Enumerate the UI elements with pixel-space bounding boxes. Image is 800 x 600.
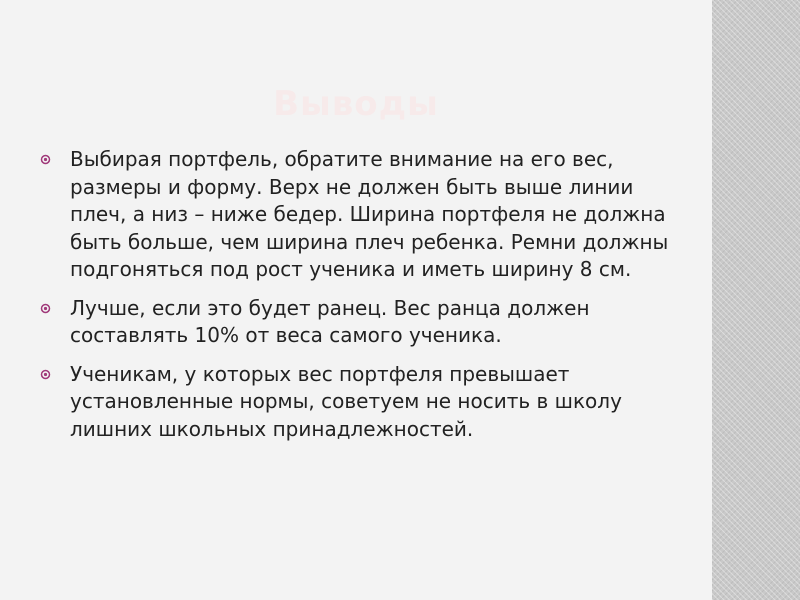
bullet-item [40, 146, 680, 284]
bullet-item [40, 361, 680, 444]
circle-bullet-icon [40, 154, 51, 165]
bullet-text: Ученикам, у которых вес портфеля превышает установленные нормы, советуем не носить в школу лишних школьных принадлежностей. [70, 361, 622, 441]
bullet-item [40, 295, 680, 350]
bullet-list [40, 146, 680, 454]
bullet-text: Лучше, если это будет ранец. Вес ранца должен составлять 10% от веса самого ученика. [70, 295, 590, 347]
decorative-side-stripe [712, 0, 800, 600]
circle-bullet-icon [40, 369, 51, 380]
slide-title: Выводы [273, 84, 439, 124]
circle-bullet-icon [40, 303, 51, 314]
bullet-text: Выбирая портфель, обратите внимание на его вес, размеры и форму. Верх не должен быть выше линии плеч, а низ – ниже бедер. Ширина портфеля не должна быть больше, чем ширина плеч ребенка. Ремни должны подгоняться под рост ученика и иметь ширину 8 см. [70, 147, 669, 281]
